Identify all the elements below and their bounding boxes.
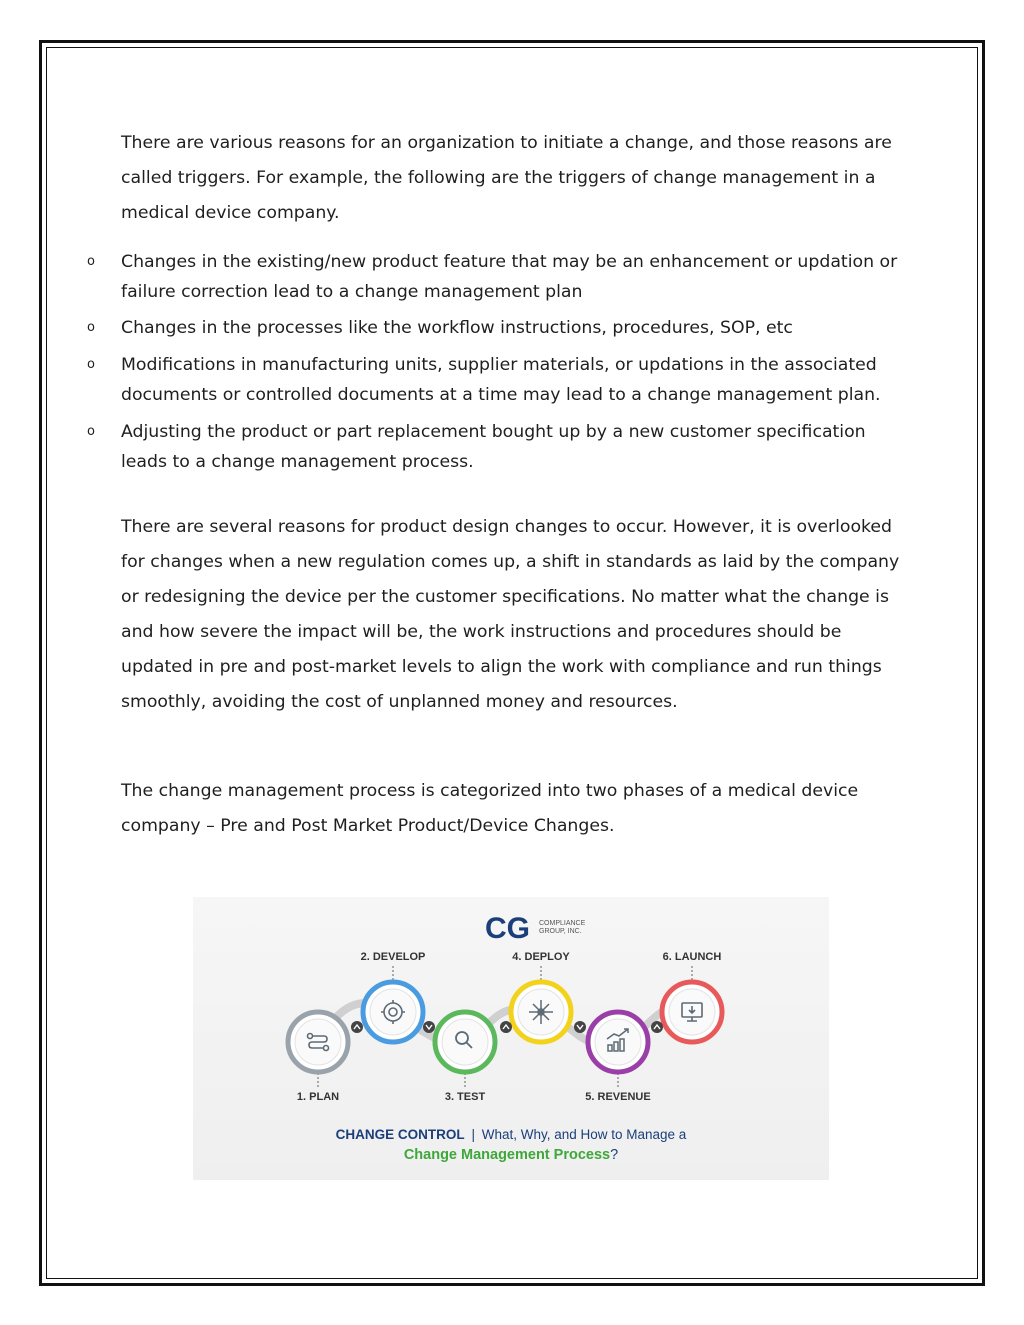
step-label: 4. DEPLOY (512, 951, 570, 963)
step-develop (361, 951, 426, 1042)
chevron-up-icon (651, 1021, 663, 1033)
bullet-marker: o (87, 357, 95, 372)
step-label: 6. LAUNCH (662, 951, 722, 963)
chevron-up-icon (351, 1021, 363, 1033)
trigger-list (87, 247, 911, 477)
step-inner (442, 1019, 488, 1065)
process-diagram (193, 897, 829, 1180)
step-label: 1. PLAN (296, 1091, 340, 1103)
caption-bold: CHANGE CONTROL (335, 1127, 465, 1142)
step-launch (662, 951, 722, 1042)
logo-line2: GROUP, INC. (539, 928, 582, 935)
logo-mark: CG (485, 912, 530, 945)
list-item (87, 417, 911, 477)
caption-line1 (336, 1127, 687, 1142)
list-item-text: Adjusting the product or part replacement bought up by a new customer specification leads to a change management process. (121, 422, 866, 472)
body-text: There are several reasons for product design changes to occur. However, it is overlooked for changes when a new regulation comes up, a shift in standards as laid by the company or redesigning the device per the customer specifications. No matter what the change is and how severe the impact will be, the work instructions and procedures should be updated in pre and post-market levels to align the work with compliance and run things smoothly, avoiding the cost of unplanned money and resources. (121, 517, 900, 712)
list-item-text: Changes in the processes like the workflow instructions, procedures, SOP, etc (121, 318, 793, 338)
intro-text: There are various reasons for an organization to initiate a change, and those reasons are called triggers. For example, the following are the triggers of change management in a medical device company. (121, 133, 892, 223)
caption-rest: What, Why, and How to Manage a (481, 1127, 687, 1142)
closing-paragraph (121, 774, 911, 844)
body-paragraph (121, 510, 911, 720)
step-inner (370, 989, 416, 1035)
step-deploy (511, 951, 571, 1042)
caption-green: Change Management Process (403, 1147, 611, 1163)
intro-paragraph (121, 126, 911, 231)
closing-text: The change management process is categorized into two phases of a medical device company – Pre and Post Market Product/Device Changes. (121, 781, 859, 836)
chevron-down-icon (574, 1021, 586, 1033)
chevron-up-icon (500, 1021, 512, 1033)
company-logo (485, 912, 586, 945)
list-item (87, 247, 911, 307)
list-item-text: Modifications in manufacturing units, supplier materials, or updations in the associated documents or controlled documents at a time may lead to a change management plan. (121, 355, 881, 405)
list-item-text: Changes in the existing/new product feature that may be an enhancement or updation or failure correction lead to a change management plan (121, 252, 898, 302)
chevron-down-icon (423, 1021, 435, 1033)
bullet-marker: o (87, 254, 95, 269)
step-test (435, 1012, 495, 1103)
step-label: 5. REVENUE (585, 1091, 651, 1103)
caption-line2 (404, 1147, 618, 1163)
logo-line1: COMPLIANCE (539, 920, 586, 927)
step-label: 3. TEST (444, 1091, 486, 1103)
list-item (87, 313, 911, 343)
step-plan (288, 1012, 348, 1103)
bullet-marker: o (87, 424, 95, 439)
change-control-figure (193, 897, 829, 1180)
step-label: 2. DEVELOP (360, 951, 426, 963)
caption-end: ? (610, 1147, 619, 1163)
bullet-marker: o (87, 320, 95, 335)
caption-separator: | (471, 1127, 475, 1142)
step-revenue (585, 1012, 650, 1103)
list-item (87, 350, 911, 410)
